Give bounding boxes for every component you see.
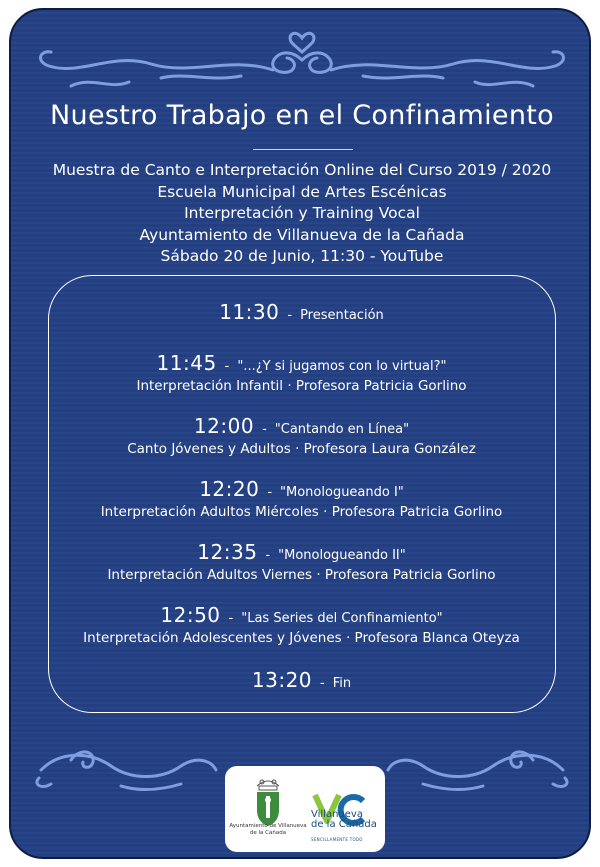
entry-time: 13:20: [251, 668, 313, 692]
footer-logos: [225, 766, 385, 852]
entry-title: "Cantando en Línea": [274, 422, 410, 437]
entry-title: Fin: [332, 676, 352, 691]
entry-separator: -: [265, 548, 271, 563]
villanueva-logo-tagline: SENCILLAMENTE TODO: [311, 837, 363, 842]
schedule-box: [48, 275, 556, 713]
schedule-entry: [49, 477, 554, 520]
schedule-entry: [49, 351, 554, 394]
entry-detail: Interpretación Adultos Viernes · Profesora Patricia Gorlino: [107, 567, 496, 583]
header-line-council: Ayuntamiento de Villanueva de la Cañada: [139, 225, 465, 244]
schedule-entry: [49, 603, 554, 646]
council-logo-text: Ayuntamiento de Villanueva de la Cañada: [229, 823, 307, 836]
entry-detail: Interpretación Adolescentes y Jóvenes · Profesora Blanca Oteyza: [83, 630, 520, 646]
entry-title: "...¿Y si jugamos con lo virtual?": [237, 359, 447, 374]
schedule-entry: [49, 540, 554, 583]
header-line-program: Interpretación y Training Vocal: [184, 204, 420, 222]
entry-time: 12:20: [199, 477, 260, 501]
entry-separator: -: [262, 422, 267, 437]
entry-separator: -: [287, 308, 293, 323]
entry-detail: Interpretación Adultos Miércoles · Profesora Patricia Gorlino: [100, 504, 503, 520]
top-ornament-icon: [11, 20, 591, 98]
entry-title: "Monologueando I": [280, 485, 404, 500]
entry-title: "Las Series del Confinamiento": [241, 611, 443, 626]
entry-time: 11:30: [219, 300, 280, 324]
villanueva-logo-name: Villanueva de la Cañada: [311, 809, 377, 830]
entry-detail: Interpretación Infantil · Profesora Patricia Gorlino: [136, 378, 467, 394]
entry-separator: -: [320, 676, 325, 691]
entry-time: 12:50: [160, 603, 221, 627]
entry-time: 12:00: [193, 414, 255, 438]
header-line-school: Escuela Municipal de Artes Escénicas: [157, 182, 447, 201]
entry-detail: Canto Jóvenes y Adultos · Profesora Laura González: [127, 441, 476, 457]
entry-separator: -: [224, 359, 230, 374]
entry-separator: -: [267, 485, 273, 500]
schedule-entry: [49, 414, 554, 457]
entry-separator: -: [228, 611, 234, 626]
poster-title: Nuestro Trabajo en el Confinamiento: [50, 100, 554, 131]
entry-time: 12:35: [197, 540, 258, 564]
entry-time: 11:45: [156, 351, 217, 375]
schedule-entry: [49, 300, 554, 324]
header-line-course: Muestra de Canto e Interpretación Online del Curso 2019 / 2020: [52, 161, 552, 179]
title-divider: [253, 149, 353, 150]
entry-title: "Monologueando II": [278, 548, 406, 563]
schedule-entry: [49, 668, 554, 692]
header-line-date: Sábado 20 de Junio, 11:30 - YouTube: [160, 247, 444, 265]
entry-title: Presentación: [300, 308, 384, 323]
event-poster: [9, 8, 591, 859]
event-header: [11, 160, 591, 268]
